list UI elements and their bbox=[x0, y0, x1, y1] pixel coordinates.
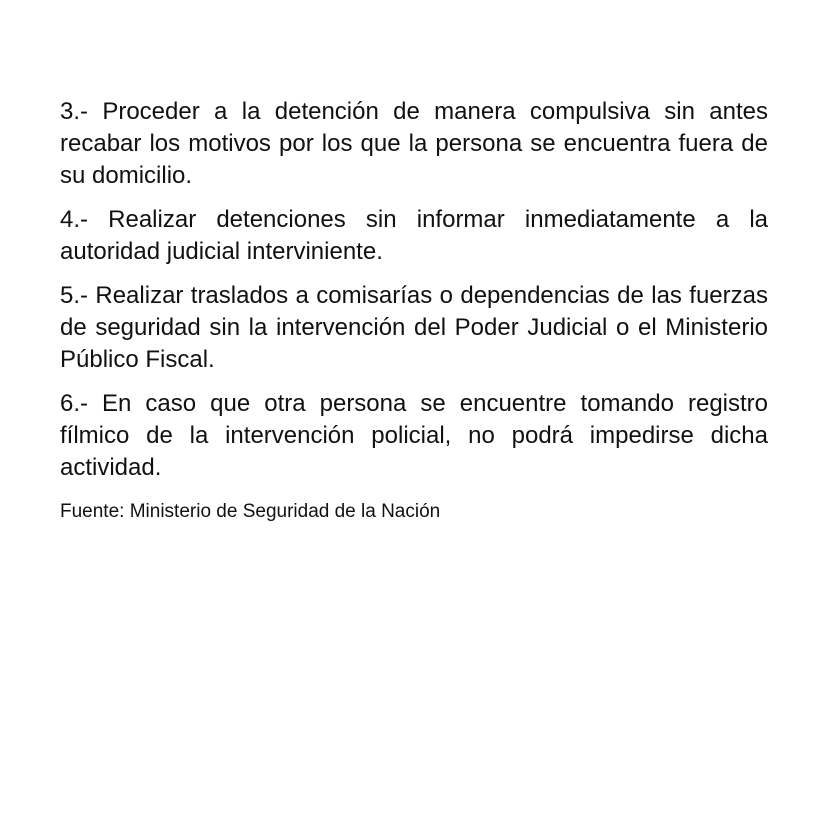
list-item-6: 6.- En caso que otra persona se encuentre tomando registro fílmico de la intervención policial, no podrá impedirse dicha actividad. bbox=[60, 390, 768, 481]
list-item-4: 4.- Realizar detenciones sin informar inmediatamente a la autoridad judicial interviniente. bbox=[60, 206, 768, 265]
document-body bbox=[60, 96, 768, 543]
list-item-3: 3.- Proceder a la detención de manera compulsiva sin antes recabar los motivos por los que la persona se encuentra fuera de su domicilio. bbox=[60, 98, 768, 189]
list-item-5: 5.- Realizar traslados a comisarías o dependencias de las fuerzas de seguridad sin la intervención del Poder Judicial o el Ministerio Público Fiscal. bbox=[60, 282, 768, 373]
source-note: Fuente: Ministerio de Seguridad de la Nación bbox=[60, 501, 441, 522]
